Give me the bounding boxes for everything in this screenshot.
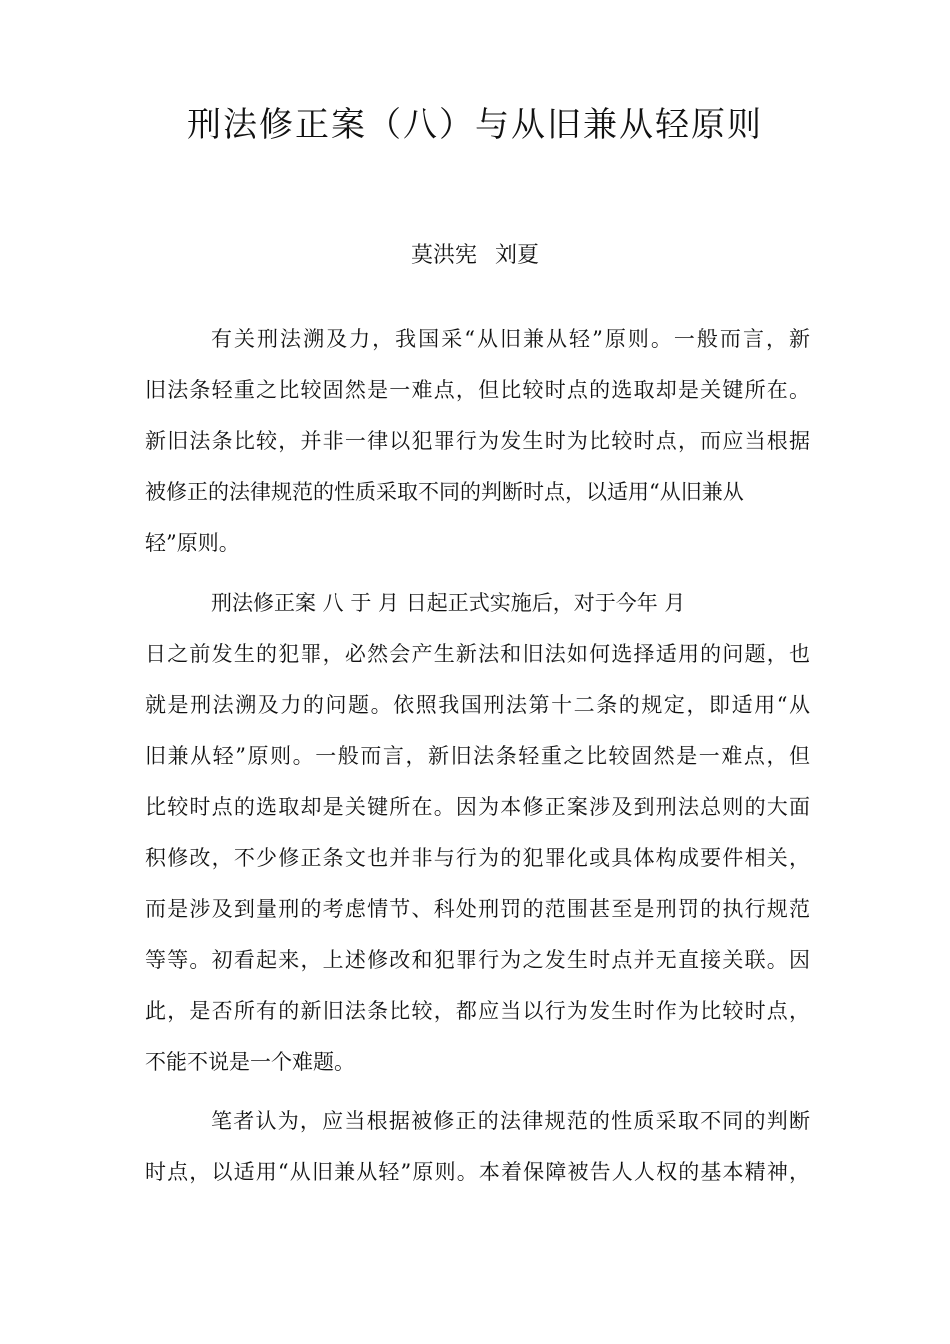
paragraph-3 bbox=[145, 1096, 810, 1198]
author-line bbox=[0, 240, 950, 272]
paragraph-line: 而是涉及到量刑的考虑情节、科处刑罚的范围甚至是刑罚的执行规范 bbox=[145, 897, 810, 921]
paragraph-line: 积修改，不少修正条文也并非与行为的犯罪化或具体构成要件相关， bbox=[145, 846, 810, 870]
paragraph-line: 时点，以适用“从旧兼从轻”原则。本着保障被告人人权的基本精神， bbox=[145, 1160, 810, 1184]
paragraph-line: 有关刑法溯及力，我国采“从旧兼从轻”原则。一般而言，新 bbox=[211, 327, 810, 351]
paragraph-1 bbox=[145, 314, 810, 569]
author-name: 刘夏 bbox=[495, 243, 540, 268]
paragraph-line: 旧法条轻重之比较固然是一难点，但比较时点的选取却是关键所在。 bbox=[145, 378, 810, 402]
paragraph-line: 此，是否所有的新旧法条比较，都应当以行为发生时作为比较时点， bbox=[145, 999, 810, 1023]
paragraph-line: 就是刑法溯及力的问题。依照我国刑法第十二条的规定，即适用“从 bbox=[145, 693, 810, 717]
paragraph-line: 旧兼从轻”原则。一般而言，新旧法条轻重之比较固然是一难点，但 bbox=[145, 744, 810, 768]
paragraph-line: 日之前发生的犯罪，必然会产生新法和旧法如何选择适用的问题，也 bbox=[145, 642, 810, 666]
paragraph-line: 轻”原则。 bbox=[145, 531, 240, 555]
document-title: 刑法修正案（八）与从旧兼从轻原则 bbox=[187, 105, 763, 145]
paragraph-2 bbox=[145, 578, 810, 1088]
paragraph-line: 新旧法条比较，并非一律以犯罪行为发生时为比较时点，而应当根据 bbox=[145, 429, 810, 453]
paragraph-line: 被修正的法律规范的性质采取不同的判断时点，以适用“从旧兼从 bbox=[145, 480, 744, 504]
paragraph-line: 比较时点的选取却是关键所在。因为本修正案涉及到刑法总则的大面 bbox=[145, 795, 810, 819]
paragraph-line: 刑法修正案 八 于 月 日起正式实施后，对于今年 月 bbox=[211, 591, 686, 615]
author-name: 莫洪宪 bbox=[410, 243, 477, 268]
paragraph-line: 不能不说是一个难题。 bbox=[145, 1050, 355, 1074]
paragraph-line: 等等。初看起来，上述修改和犯罪行为之发生时点并无直接关联。因 bbox=[145, 948, 810, 972]
paragraph-line: 笔者认为，应当根据被修正的法律规范的性质采取不同的判断 bbox=[211, 1109, 810, 1133]
